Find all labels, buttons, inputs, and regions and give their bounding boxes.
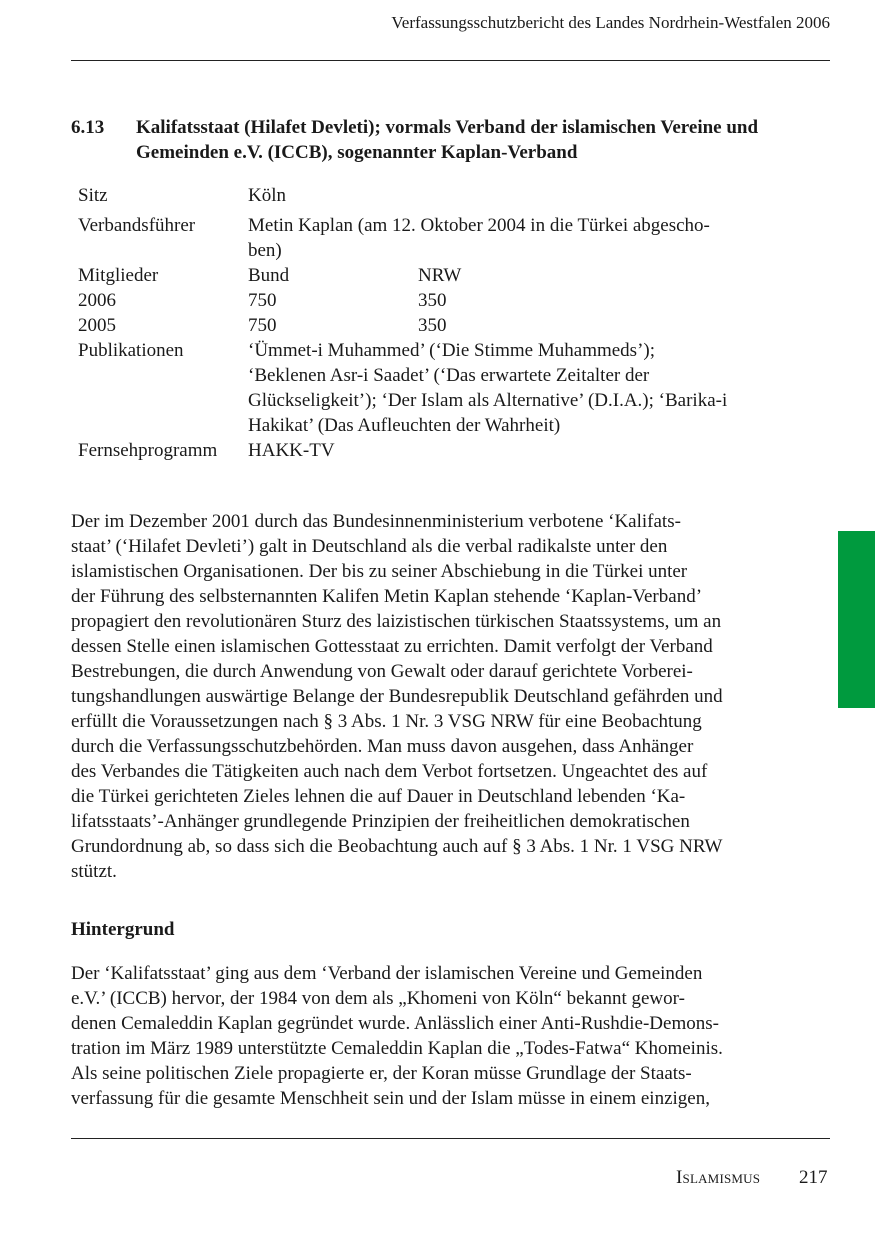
fact-row-year [78, 313, 798, 338]
fact-row-publikationen [78, 338, 798, 438]
text-line: Der ‘Kalifatsstaat’ ging aus dem ‘Verband der islamischen Vereine und Gemeinden [71, 963, 703, 984]
nrw-value: 350 [418, 315, 447, 336]
text-line: denen Cemaleddin Kaplan gegründet wurde. Anlässlich einer Anti-Rushdie-Demons- [71, 1013, 719, 1034]
text-line: propagiert den revolutionären Sturz des laizistischen türkischen Staatssystems, um an [71, 611, 722, 632]
fact-row-verbandsfuehrer [78, 213, 798, 263]
body-paragraph-1 [71, 509, 791, 884]
fact-value: Köln [248, 185, 286, 206]
text-line: e.V.’ (ICCB) hervor, der 1984 von dem als „Khomeni von Köln“ bekannt gewor- [71, 988, 685, 1009]
text-line: tration im März 1989 unterstützte Cemaleddin Kaplan die „Todes-Fatwa“ Khomeinis. [71, 1038, 723, 1059]
text-line: Als seine politischen Ziele propagierte er, der Koran müsse Grundlage der Staats- [71, 1063, 692, 1084]
fact-row-sitz [78, 183, 798, 208]
text-line: die Türkei gerichteten Zieles lehnen die auf Dauer in Deutschland lebenden ‘Ka- [71, 786, 686, 807]
text-line: Bestrebungen, die durch Anwendung von Gewalt oder darauf gerichtete Vorberei- [71, 661, 693, 682]
fact-value-line: ben) [248, 240, 282, 261]
text-line: islamistischen Organisationen. Der bis zu seiner Abschiebung in die Türkei unter [71, 561, 688, 582]
fact-row-mitglieder [78, 263, 798, 288]
fact-row-year [78, 288, 798, 313]
footer-rule [71, 1138, 830, 1139]
text-line: der Führung des selbsternannten Kalifen Metin Kaplan stehende ‘Kaplan-Verband’ [71, 586, 703, 607]
section-number: 6.13 [71, 117, 105, 138]
fact-label: Mitglieder [78, 265, 159, 286]
year-label: 2005 [78, 315, 116, 336]
text-line: dessen Stelle einen islamischen Gottesstaat zu errichten. Damit verfolgt der Verband [71, 636, 713, 657]
text-line: Der im Dezember 2001 durch das Bundesinnenministerium verbotene ‘Kalifats- [71, 511, 681, 532]
text-line: verfassung für die gesamte Menschheit sein und der Islam müsse in einem einzigen, [71, 1088, 710, 1109]
year-label: 2006 [78, 290, 116, 311]
text-line: staat’ (‘Hilafet Devleti’) galt in Deutschland als die verbal radikalste unter den [71, 536, 668, 557]
fact-label: Sitz [78, 185, 108, 206]
fact-value-line: Metin Kaplan (am 12. Oktober 2004 in die Türkei abgescho- [248, 215, 710, 236]
fact-label: Publikationen [78, 340, 184, 361]
column-header-bund: Bund [248, 265, 290, 286]
nrw-value: 350 [418, 290, 447, 311]
page-number: 217 [799, 1167, 828, 1188]
publication-line: Glückseligkeit’); ‘Der Islam als Alternative’ (D.I.A.); ‘Barika-i [248, 390, 728, 411]
chapter-side-tab [838, 531, 875, 708]
column-header-nrw: NRW [418, 265, 462, 286]
footer-section-name: Islamismus [676, 1167, 761, 1188]
header-rule [71, 60, 830, 61]
section-title: Kalifatsstaat (Hilafet Devleti); vormals Verband der islamischen Vereine und Gemeinden e.V. (ICCB), sogenannter Kaplan-Verband [136, 117, 759, 163]
text-line: des Verbandes die Tätigkeiten auch nach dem Verbot fortsetzen. Ungeachtet des auf [71, 761, 708, 782]
fact-value: HAKK-TV [248, 440, 335, 461]
bund-value: 750 [248, 290, 277, 311]
section-heading [71, 115, 811, 165]
publication-line: ‘Ümmet-i Muhammed’ (‘Die Stimme Muhammeds’); [248, 340, 656, 361]
publication-line: ‘Beklenen Asr-i Saadet’ (‘Das erwartete Zeitalter der [248, 365, 650, 386]
bund-value: 750 [248, 315, 277, 336]
text-line: erfüllt die Voraussetzungen nach § 3 Abs. 1 Nr. 3 VSG NRW für eine Beobachtung [71, 711, 702, 732]
fact-table [78, 183, 798, 463]
fact-label: Verbandsführer [78, 215, 196, 236]
fact-label: Fernsehprogramm [78, 440, 218, 461]
fact-row-fernsehprogramm [78, 438, 798, 463]
subheading-hintergrund: Hintergrund [71, 919, 175, 940]
text-line: Grundordnung ab, so dass sich die Beobachtung auch auf § 3 Abs. 1 Nr. 1 VSG NRW [71, 836, 723, 857]
running-header-title: Verfassungsschutzbericht des Landes Nordrhein-Westfalen 2006 [391, 13, 830, 32]
text-line: stützt. [71, 861, 117, 882]
publication-line: Hakikat’ (Das Aufleuchten der Wahrheit) [248, 415, 561, 436]
text-line: durch die Verfassungsschutzbehörden. Man muss davon ausgehen, dass Anhänger [71, 736, 694, 757]
text-line: lifatsstaats’-Anhänger grundlegende Prinzipien der freiheitlichen demokratischen [71, 811, 690, 832]
body-paragraph-2 [71, 961, 791, 1111]
text-line: tungshandlungen auswärtige Belange der Bundesrepublik Deutschland gefährden und [71, 686, 723, 707]
